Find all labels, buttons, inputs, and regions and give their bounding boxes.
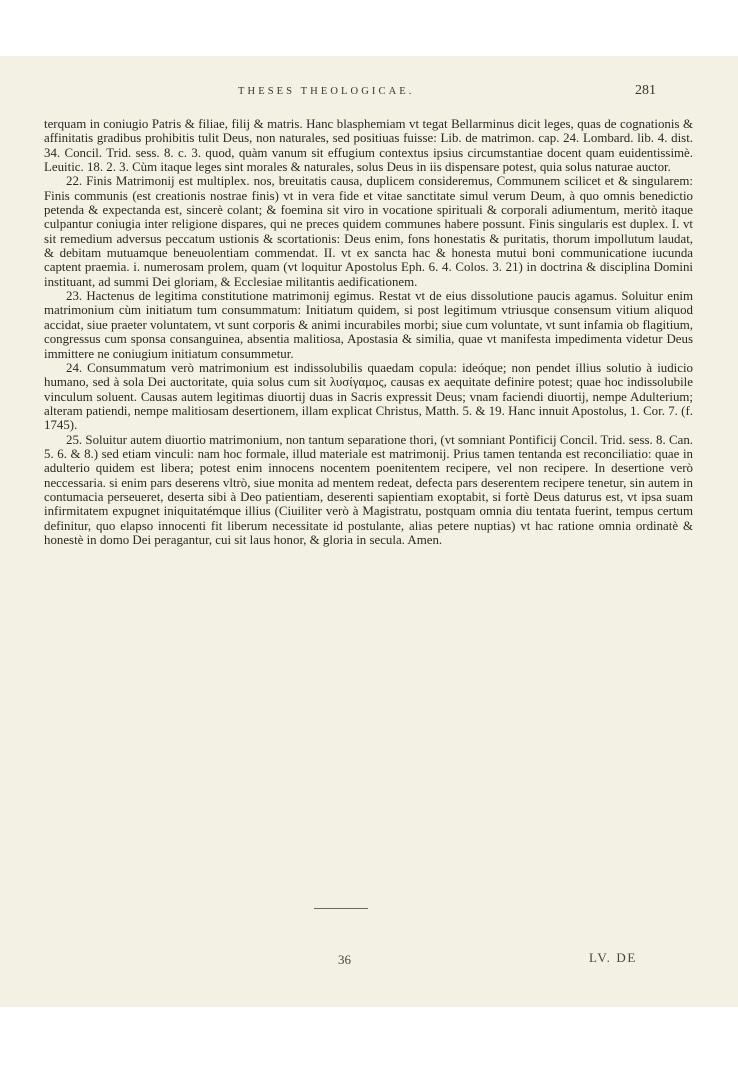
paragraph-22: 22. Finis Matrimonij est multiplex. nos, breuitatis causa, duplicem consideremus, Communem scilicet et & singularem: Finis communis (est creationis nostrae finis) vt in vera fide et vitae sanctitate simul verum Deum, à quo omnis benedictio petenda & expectanda est, sincerè colant; & foemina sit viro in vocatione spirituali & corporali adiumentum, meritò itaque culpantur coniugia inter religione dispares, qui ne preces quidem communes habere possunt. Finis singularis est duplex. I. vt sit remedium adversus peccatum ustionis & scortationis: Deus enim, fons honestatis & puritatis, thorum impollutum laudat, & debitam mutuamque beneuolentiam commendat. II. vt ex sancta hac & honesta mutui boni communicatione iucunda captent praemia. i. numerosam prolem, quam (vt loquitur Apostolus Eph. 6. 4. Colos. 3. 21) in doctrina & disciplina Domini instituant, ad summi Dei gloriam, & Ecclesiae militantis aedificationem. [44,174,693,289]
paragraph-24: 24. Consummatum verò matrimonium est indissolubilis quaedam copula: ideóque; non pendet illius solutio à iudicio humano, sed à sola Dei auctoritate, quia solus cum sit λυσίγαμος, causas ex aequitate definire potest; quae hoc indissolubile vinculum soluent. Causas autem legitimas diuortij duas in Sacris expressit Deus; vnam faciendi diuortij, nempe Adulterium; alteram patiendi, nempe malitiosam desertionem, illam explicat Christus, Matth. 5. & 19. Hanc innuit Apostolus, 1. Cor. 7. (f. 1745). [44,360,693,433]
paragraph-25: 25. Soluitur autem diuortio matrimonium, non tantum separatione thori, (vt somniant Pontificij Concil. Trid. sess. 8. Can. 5. 6. & 8.) sed etiam vinculi: nam hoc formale, illud materiale est matrimonij. Prius tamen tentanda est reconciliatio: quae in adulterio quidem est libera; potest enim innocens nocentem poenitentem recipere, vel non recipere. In desertione verò neccessaria. si enim pars deserens vltrò, siue monita ad mentem redeat, defecta pars deserentem recipere tenetur, sin autem in contumacia perseueret, deserta sibi à Deo patientiam, deserenti sapientiam exoptabit, si fortè Deus daturus est, vt ipsa suam infirmitatem expugnet iniquitatémque illius (Ciuiliter verò à Magistratu, postquam omnia diu tentata fuerint, tempus certum definitur, quo elapso innocenti fit liberum necessitate id postulante, alias petere nuptias) vt hac ratione omnia ordinatè & honestè in domo Dei peragantur, cui sit laus honor, & gloria in secula. Amen. [44,432,693,547]
signature-mark: 36 [338,952,351,967]
section-divider [314,908,368,909]
paragraph-continuation: terquam in coniugio Patris & filiae, filij & matris. Hanc blasphemiam vt tegat Bellarminus dicit leges, quas de cognationis & affinitatis gradibus prohibitis tulit Deus, non naturales, sed positiuas fuisse: Lib. de matrimon. cap. 24. Lombard. lib. 4. dist. 34. Concil. Trid. sess. 8. c. 3. quod, quàm vanum sit effugium contextus ipsius circumstantiae docent quam euidentissimè. Leuitic. 18. 2. 3. Cùm itaque leges sint morales & naturales, solus Deus in iis dispensare potest, quia solus naturae auctor. [44,117,693,175]
paragraph-23: 23. Hactenus de legitima constitutione matrimonij egimus. Restat vt de eius dissolutione paucis agamus. Soluitur enim matrimonium cùm initiatum tum consummatum: Initiatum quidem, si post legitimum vtriusque consensum vitium aliquod accidat, siue praeter voluntatem, vt sunt corporis & animi incurabiles morbi; siue cum voluntate, vt sunt infamia ob flagitium, congressus cum sponsa consanguinea, absentia malitiosa, Apostasia & similia, quae vt manifesta impedimenta videtur Deus immittere ne coniugium initiatum consummetur. [44,289,693,361]
running-title: THESES THEOLOGICAE. [238,86,415,97]
catchword: LV. DE [589,950,637,965]
body-text [44,117,693,547]
page-header [0,83,738,106]
page-number: 281 [635,83,656,98]
